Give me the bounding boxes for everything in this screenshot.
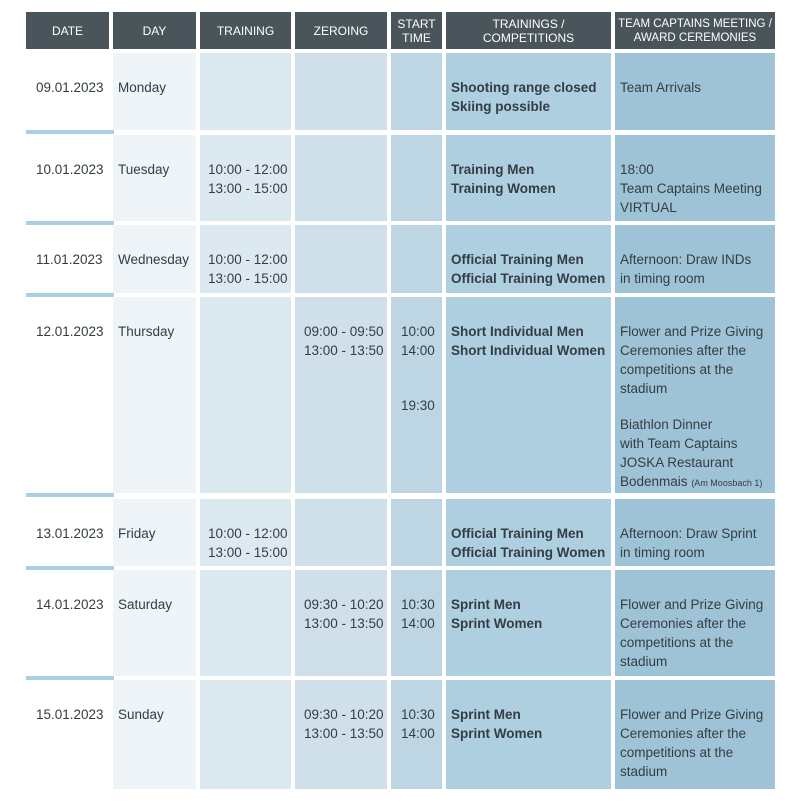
row-start-time: [391, 499, 442, 566]
row-divider: [26, 130, 114, 134]
row-start-time: [391, 53, 442, 130]
row-date: 10.01.2023: [26, 135, 109, 221]
row-day: Sunday: [113, 680, 196, 789]
row-competitions: Sprint Men Sprint Women: [446, 570, 611, 676]
row-date: 09.01.2023: [26, 53, 109, 130]
header-start-time: START TIME: [391, 12, 442, 49]
row-day: Friday: [113, 499, 196, 566]
row-day: Monday: [113, 53, 196, 130]
row-zeroing: [295, 135, 387, 221]
row-day: Saturday: [113, 570, 196, 676]
row-training: [200, 53, 291, 130]
row-start-time: [391, 135, 442, 221]
row-date: 15.01.2023: [26, 680, 109, 789]
row-competitions: Official Training Men Official Training Women: [446, 225, 611, 293]
row-training: 10:00 - 12:00 13:00 - 15:00: [200, 499, 291, 566]
row-date: 11.01.2023: [26, 225, 109, 293]
row-date: 14.01.2023: [26, 570, 109, 676]
row-meetings: Afternoon: Draw Sprint in timing room: [615, 499, 775, 566]
row-day: Thursday: [113, 297, 196, 493]
row-day: Wednesday: [113, 225, 196, 293]
row-meetings: Afternoon: Draw INDs in timing room: [615, 225, 775, 293]
row-training: 10:00 - 12:00 13:00 - 15:00: [200, 135, 291, 221]
row-date: 13.01.2023: [26, 499, 109, 566]
row-training: [200, 680, 291, 789]
row-competitions: Shooting range closed Skiing possible: [446, 53, 611, 130]
header-competitions: TRAININGS / COMPETITIONS: [446, 12, 611, 49]
row-start-time: 10:30 14:00: [391, 570, 442, 676]
row-meetings: 18:00 Team Captains Meeting VIRTUAL: [615, 135, 775, 221]
dinner-text: Biathlon Dinner with Team Captains JOSKA Restaurant Bodenmais: [620, 417, 738, 489]
row-zeroing: [295, 499, 387, 566]
ceremony-text: Flower and Prize Giving Ceremonies after the competitions at the stadium: [620, 324, 764, 396]
header-meetings: TEAM CAPTAINS MEETING / AWARD CEREMONIES: [615, 12, 775, 49]
dinner-address: (Am Moosbach 1): [691, 478, 763, 488]
row-training: 10:00 - 12:00 13:00 - 15:00: [200, 225, 291, 293]
row-competitions: Training Men Training Women: [446, 135, 611, 221]
start-time-dinner: 19:30: [401, 398, 435, 413]
row-zeroing: 09:00 - 09:50 13:00 - 13:50: [295, 297, 387, 493]
row-zeroing: [295, 53, 387, 130]
row-day: Tuesday: [113, 135, 196, 221]
row-training: [200, 297, 291, 493]
row-zeroing: 09:30 - 10:20 13:00 - 13:50: [295, 570, 387, 676]
header-training: TRAINING: [200, 12, 291, 49]
header-zeroing: ZEROING: [295, 12, 387, 49]
row-competitions: Sprint Men Sprint Women: [446, 680, 611, 789]
header-day: DAY: [113, 12, 196, 49]
row-divider: [26, 493, 114, 497]
header-date: DATE: [26, 12, 109, 49]
row-zeroing: 09:30 - 10:20 13:00 - 13:50: [295, 680, 387, 789]
start-times-competition: 10:00 14:00: [401, 324, 435, 358]
row-start-time: [391, 225, 442, 293]
row-start-time: 10:30 14:00: [391, 680, 442, 789]
row-zeroing: [295, 225, 387, 293]
row-competitions: Short Individual Men Short Individual Women: [446, 297, 611, 493]
row-meetings: Flower and Prize Giving Ceremonies after the competitions at the stadium: [615, 570, 775, 676]
row-date: 12.01.2023: [26, 297, 109, 493]
row-training: [200, 570, 291, 676]
row-meetings: Team Arrivals: [615, 53, 775, 130]
row-meetings: Flower and Prize Giving Ceremonies after the competitions at the stadium: [615, 680, 775, 789]
row-meetings: [615, 297, 775, 493]
row-competitions: Official Training Men Official Training Women: [446, 499, 611, 566]
row-start-time: [391, 297, 442, 493]
